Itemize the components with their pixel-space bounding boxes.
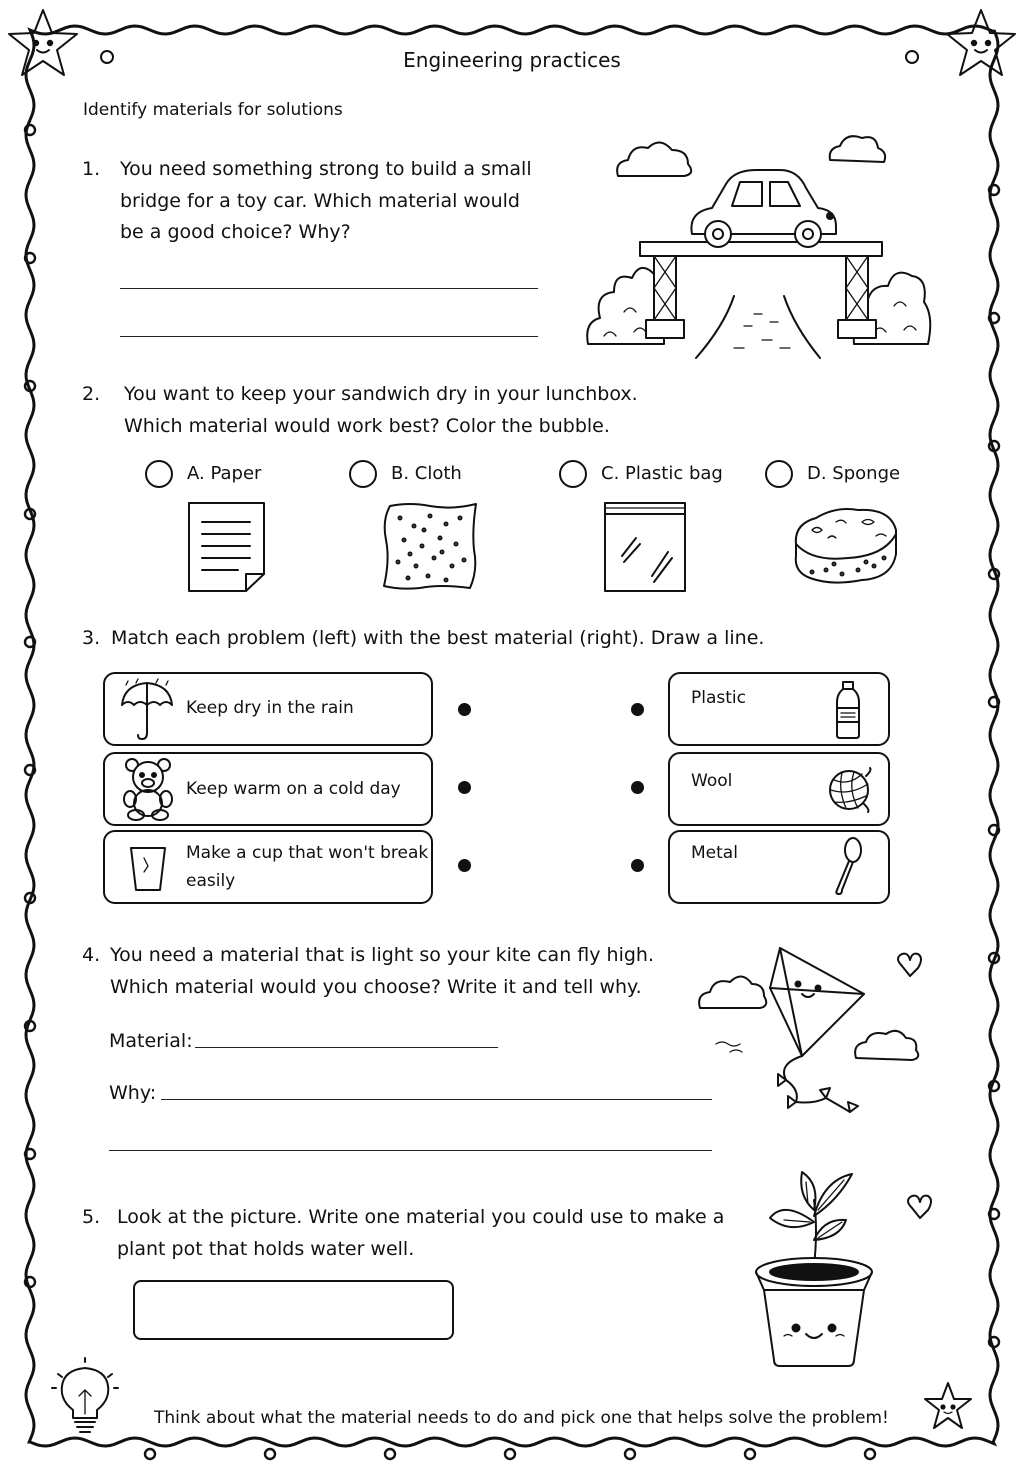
cloth-speckle [413,525,416,528]
q3-text: Match each problem (left) with the best material (right). Draw a line. [111,627,765,649]
border-loop [865,1449,875,1459]
cloth-speckle [427,575,430,578]
match-dot-right[interactable] [631,781,644,794]
problem-label: easily [186,871,236,891]
q2-option-a-label: A. Paper [187,463,262,484]
match-dot-left[interactable] [458,781,471,794]
material-label: Plastic [691,688,746,708]
q4-line: Which material would you choose? Write it and tell why. [110,975,642,998]
q2-text [124,379,638,442]
q2-option-d-label: D. Sponge [807,463,901,484]
spoon-icon [832,836,864,896]
border-loop [745,1449,755,1459]
paper-icon [186,500,268,594]
cloth-speckle [451,565,454,568]
material-label: Wool [691,771,733,791]
cloth-speckle [459,517,462,520]
q1-number: 1. [82,158,101,180]
q5-number: 5. [82,1206,101,1228]
cloth-speckle [445,523,448,526]
border-loop [625,1449,635,1459]
footer-tip: Think about what the material needs to do and pick one that helps solve the problem! [154,1408,889,1428]
plant-pot-illustration [748,1160,948,1372]
umbrella-icon [118,677,176,741]
q2-option-d-bubble[interactable] [765,460,793,488]
cloth-speckle [445,579,448,582]
q2-option-c-bubble[interactable] [559,460,587,488]
bridge-car-illustration [584,126,934,358]
problem-label: Make a cup that won't break [186,843,429,863]
q2-option-b-bubble[interactable] [349,460,377,488]
cloth-icon [380,500,480,592]
match-dot-left[interactable] [458,703,471,716]
cloth-speckle [397,561,400,564]
match-dot-right[interactable] [631,703,644,716]
kite-illustration [690,940,940,1130]
q2-line: You want to keep your sandwich dry in your lunchbox. [124,383,638,405]
q3-number: 3. [82,627,101,649]
q1-line: bridge for a toy car. Which material would [120,189,520,212]
match-dot-right[interactable] [631,859,644,872]
cloth-speckle [463,559,466,562]
cloth-speckle [423,529,426,532]
page-subtitle: Identify materials for solutions [83,100,343,120]
material-label: Metal [691,843,738,863]
q4-line: You need a material that is light so your kite can fly high. [110,944,654,966]
cloth-speckle [415,565,418,568]
q5-line: plant pot that holds water well. [117,1237,415,1260]
cloth-speckle [439,537,442,540]
problem-label: Keep dry in the rain [186,698,354,718]
q4-why-answer-line-1[interactable] [161,1099,712,1100]
q4-why-label: Why: [109,1082,157,1104]
border-loop [145,1449,155,1459]
bottle-icon [834,680,862,740]
border-loop [385,1449,395,1459]
q4-material-answer-line[interactable] [195,1047,498,1048]
cloth-speckle [429,515,432,518]
q4-material-label: Material: [109,1030,193,1052]
cloth-speckle [455,543,458,546]
q2-line: Which material would work best? Color the bubble. [124,414,610,437]
sponge-icon [792,500,900,590]
q2-option-b-label: B. Cloth [391,463,462,484]
q1-text [120,154,532,249]
q4-text [110,940,654,1003]
light-bulb-icon [50,1356,120,1436]
q5-answer-box[interactable] [133,1280,454,1340]
cup-icon [128,844,168,894]
cloth-speckle [409,553,412,556]
q2-number: 2. [82,383,101,405]
cloth-speckle [433,557,436,560]
q2-option-c-label: C. Plastic bag [601,463,723,484]
plastic-bag-icon [602,500,688,594]
cloth-speckle [399,517,402,520]
border-loop [505,1449,515,1459]
q1-line: You need something strong to build a small [120,158,532,180]
cloth-speckle [421,545,424,548]
page-title: Engineering practices [403,48,621,72]
cloth-speckle [407,577,410,580]
problem-label: Keep warm on a cold day [186,779,401,799]
border-loop [265,1449,275,1459]
q4-why-answer-line-2[interactable] [109,1150,712,1151]
cloth-speckle [403,539,406,542]
q5-line: Look at the picture. Write one material you could use to make a [117,1206,725,1228]
q1-answer-line-1[interactable] [120,288,538,289]
q1-line: be a good choice? Why? [120,221,351,243]
q2-option-a-bubble[interactable] [145,460,173,488]
match-dot-left[interactable] [458,859,471,872]
q5-text [117,1202,724,1265]
yarn-ball-icon [824,766,874,814]
q4-number: 4. [82,944,101,966]
star-icon [922,1380,974,1432]
cloth-speckle [441,551,444,554]
q1-answer-line-2[interactable] [120,336,538,337]
teddy-bear-icon [122,757,174,821]
